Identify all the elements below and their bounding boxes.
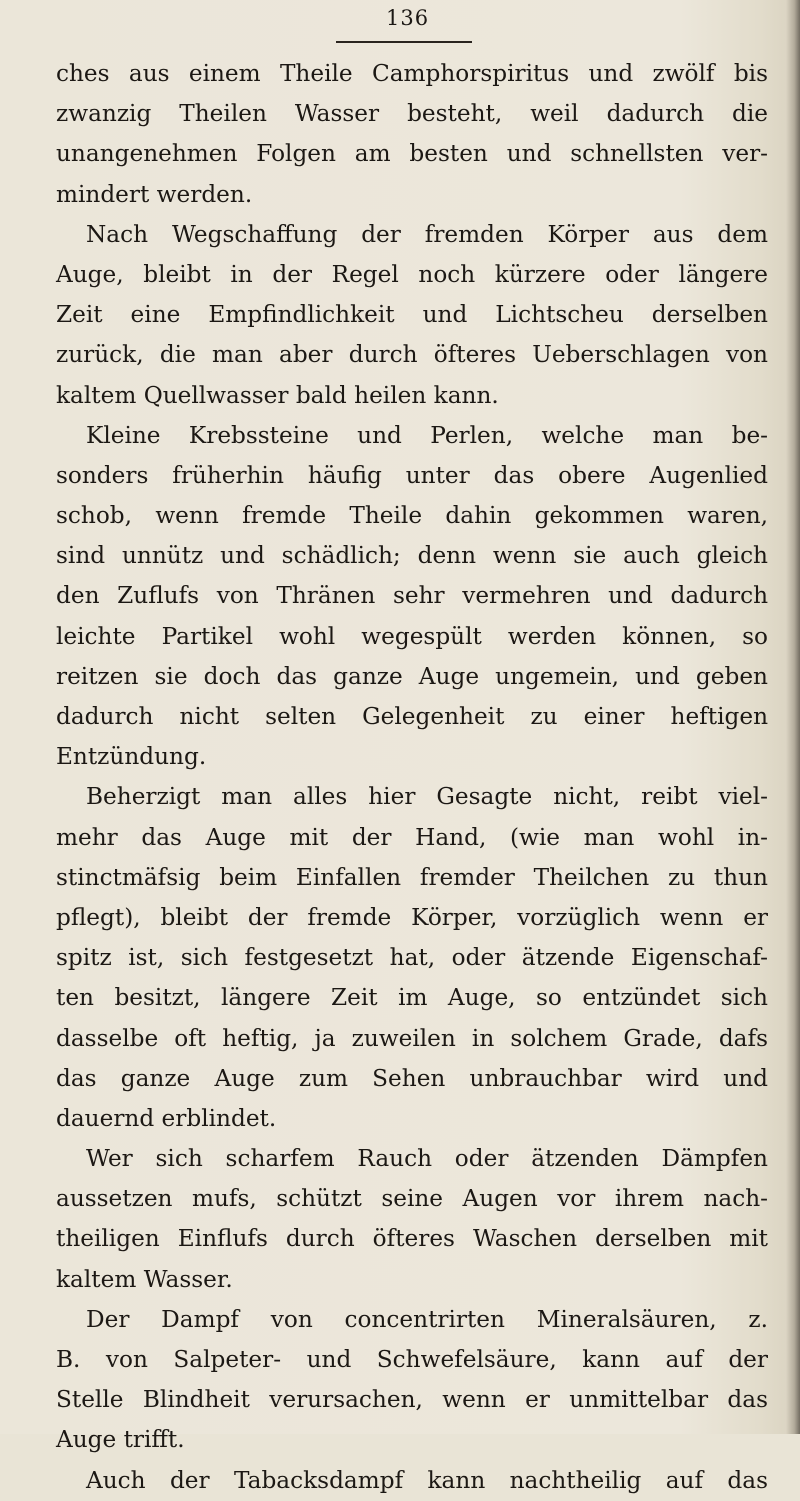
text-line: pflegt), bleibt der fremde Körper, vorzüglich wenn er xyxy=(56,903,768,931)
text-line: Beherzigt man alles hier Gesagte nicht, reibt viel- xyxy=(86,783,768,811)
text-line: dadurch nicht selten Gelegenheit zu einer heftigen xyxy=(56,703,768,730)
text-line: stinctmäfsig beim Einfallen fremder Theilchen zu thun xyxy=(56,863,768,891)
page-gutter-shadow xyxy=(786,0,800,1434)
text-line: den Zuflufs von Thränen sehr vermehren und dadurch xyxy=(56,582,768,610)
header-rule xyxy=(336,41,472,43)
text-line: Kleine Krebssteine und Perlen, welche man be- xyxy=(86,421,768,449)
text-line: zurück, die man aber durch öfteres Ueberschlagen von xyxy=(56,341,768,369)
text-line: sonders früherhin häufig unter das obere Augenlied xyxy=(56,461,768,489)
text-line: Auge, bleibt in der Regel noch kürzere oder längere xyxy=(56,260,768,288)
text-line: Entzündung. xyxy=(56,743,207,771)
text-line: dasselbe oft heftig, ja zuweilen in solchem Grade, dafs xyxy=(56,1024,768,1052)
text-line: das ganze Auge zum Sehen unbrauchbar wird und xyxy=(56,1064,768,1092)
text-line: Stelle Blindheit verursachen, wenn er unmittelbar das xyxy=(56,1386,768,1414)
text-line: ten besitzt, längere Zeit im Auge, so entzündet sich xyxy=(56,984,768,1012)
text-line: Wer sich scharfem Rauch oder ätzenden Dämpfen xyxy=(86,1145,768,1173)
text-line: kaltem Wasser. xyxy=(56,1265,233,1293)
text-line: Auge trifft. xyxy=(56,1426,185,1454)
text-line: zwanzig Theilen Wasser besteht, weil dadurch die xyxy=(56,100,768,128)
text-line: Zeit eine Empfindlichkeit und Lichtscheu derselben xyxy=(56,301,768,329)
text-line: ches aus einem Theile Camphorspiritus und zwölf bis xyxy=(56,60,768,87)
text-line: kaltem Quellwasser bald heilen kann. xyxy=(56,381,499,409)
text-line: reitzen sie doch das ganze Auge ungemein, und geben xyxy=(56,662,768,690)
page-number: 136 xyxy=(386,6,430,30)
text-line: Der Dampf von concentrirten Mineralsäuren, z. xyxy=(86,1305,768,1333)
text-line: unangenehmen Folgen am besten und schnellsten ver- xyxy=(56,140,768,168)
text-line: spitz ist, sich festgesetzt hat, oder ätzende Eigenschaf- xyxy=(56,944,768,972)
text-line: aussetzen mufs, schützt seine Augen vor ihrem nach- xyxy=(56,1185,768,1213)
text-line: theiligen Einflufs durch öfteres Waschen derselben mit xyxy=(56,1225,768,1253)
text-line: leichte Partikel wohl wegespült werden können, so xyxy=(56,622,768,650)
text-line: Nach Wegschaffung der fremden Körper aus dem xyxy=(86,220,768,248)
text-line: B. von Salpeter- und Schwefelsäure, kann auf der xyxy=(56,1346,768,1373)
text-line: Auch der Tabacksdampf kann nachtheilig auf das xyxy=(86,1466,768,1494)
text-line: mindert werden. xyxy=(56,180,253,208)
text-line: sind unnütz und schädlich; denn wenn sie auch gleich xyxy=(56,542,768,570)
text-line: dauernd erblindet. xyxy=(56,1104,277,1132)
body-text xyxy=(56,54,768,1501)
text-line: mehr das Auge mit der Hand, (wie man wohl in- xyxy=(56,823,768,851)
text-line: schob, wenn fremde Theile dahin gekommen waren, xyxy=(56,502,768,530)
